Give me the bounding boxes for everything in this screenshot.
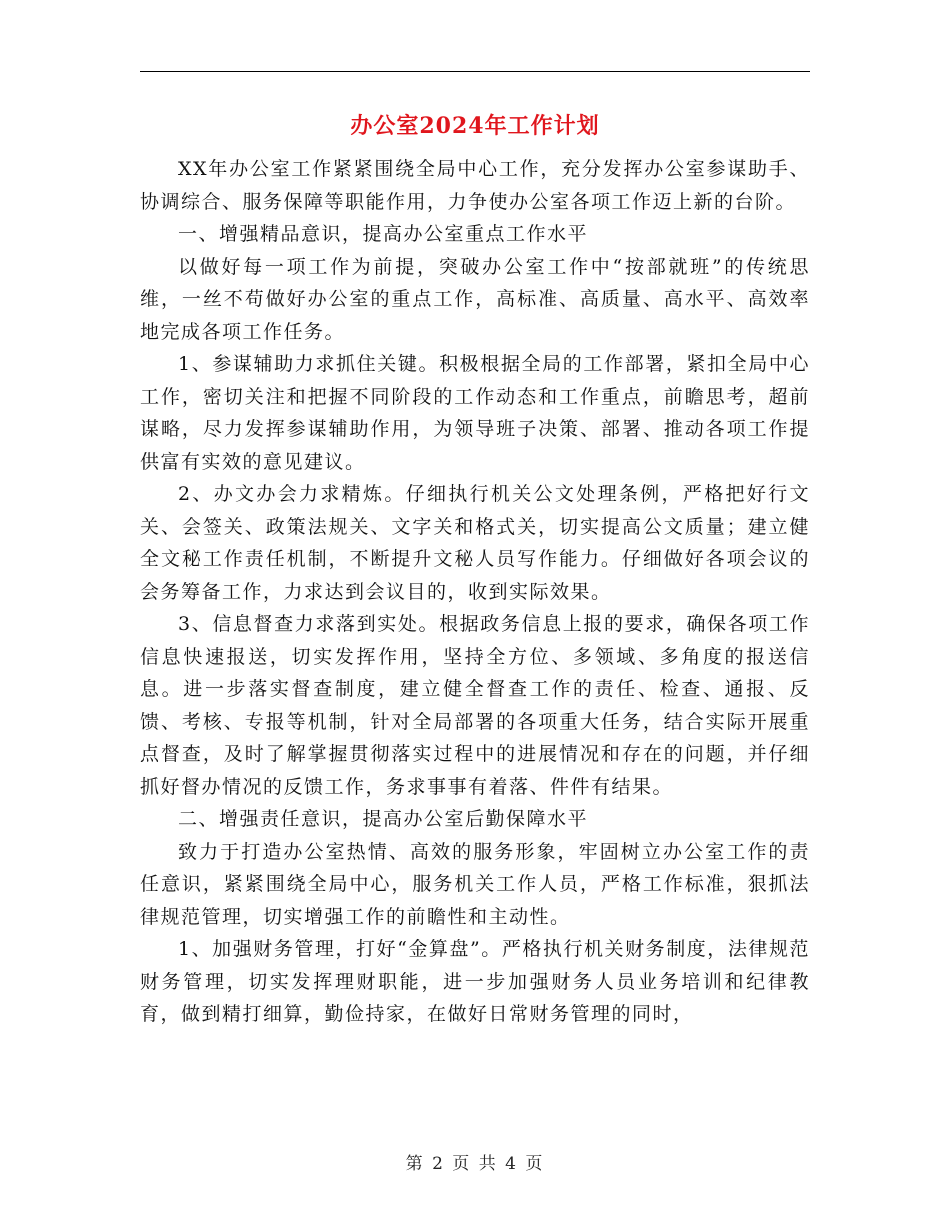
document-title: 办公室2024年工作计划 [350, 113, 600, 139]
paragraph-item: 1、参谋辅助力求抓住关键。积极根据全局的工作部署，紧扣全局中心工作，密切关注和把握不同阶段的工作动态和工作重点，前瞻思考，超前谋略，尽力发挥参谋辅助作用，为领导班子决策、部署、推动各项工作提供富有实效的意见建议。 [140, 353, 810, 473]
paragraph-item: 3、信息督查力求落到实处。根据政务信息上报的要求，确保各项工作信息快速报送，切实发挥作用，坚持全方位、多领域、多角度的报送信息。进一步落实督查制度，建立健全督查工作的责任、检查、通报、反馈、考核、专报等机制，针对全局部署的各项重大任务，结合实际开展重点督查，及时了解掌握贯彻落实过程中的进展情况和存在的问题，并仔细抓好督办情况的反馈工作，务求事事有着落、件件有结果。 [140, 613, 810, 798]
section-heading-2: 二、增强责任意识，提高办公室后勤保障水平 [178, 808, 589, 830]
paragraph: 致力于打造办公室热情、高效的服务形象，牢固树立办公室工作的责任意识，紧紧围绕全局中心，服务机关工作人员，严格工作标准，狠抓法律规范管理，切实增强工作的前瞻性和主动性。 [140, 840, 810, 928]
header-rule [140, 71, 810, 72]
paragraph-intro: XX年办公室工作紧紧围绕全局中心工作，充分发挥办公室参谋助手、协调综合、服务保障等职能作用，力争使办公室各项工作迈上新的台阶。 [140, 158, 810, 213]
document-body [140, 153, 810, 1031]
section-heading-1: 一、增强精品意识，提高办公室重点工作水平 [178, 223, 589, 245]
paragraph-item: 1、加强财务管理，打好“金算盘”。严格执行机关财务制度，法律规范财务管理，切实发挥理财职能，进一步加强财务人员业务培训和纪律教育，做到精打细算，勤俭持家，在做好日常财务管理的同时， [140, 938, 810, 1025]
paragraph-item: 2、办文办会力求精炼。仔细执行机关公文处理条例，严格把好行文关、会签关、政策法规关、文字关和格式关，切实提高公文质量；建立健全文秘工作责任机制，不断提升文秘人员写作能力。仔细做好各项会议的会务筹备工作，力求达到会议目的，收到实际效果。 [140, 483, 810, 603]
paragraph: 以做好每一项工作为前提，突破办公室工作中“按部就班”的传统思维，一丝不苟做好办公室的重点工作，高标准、高质量、高水平、高效率地完成各项工作任务。 [140, 255, 810, 343]
page-number: 第 2 页 共 4 页 [405, 1154, 545, 1174]
